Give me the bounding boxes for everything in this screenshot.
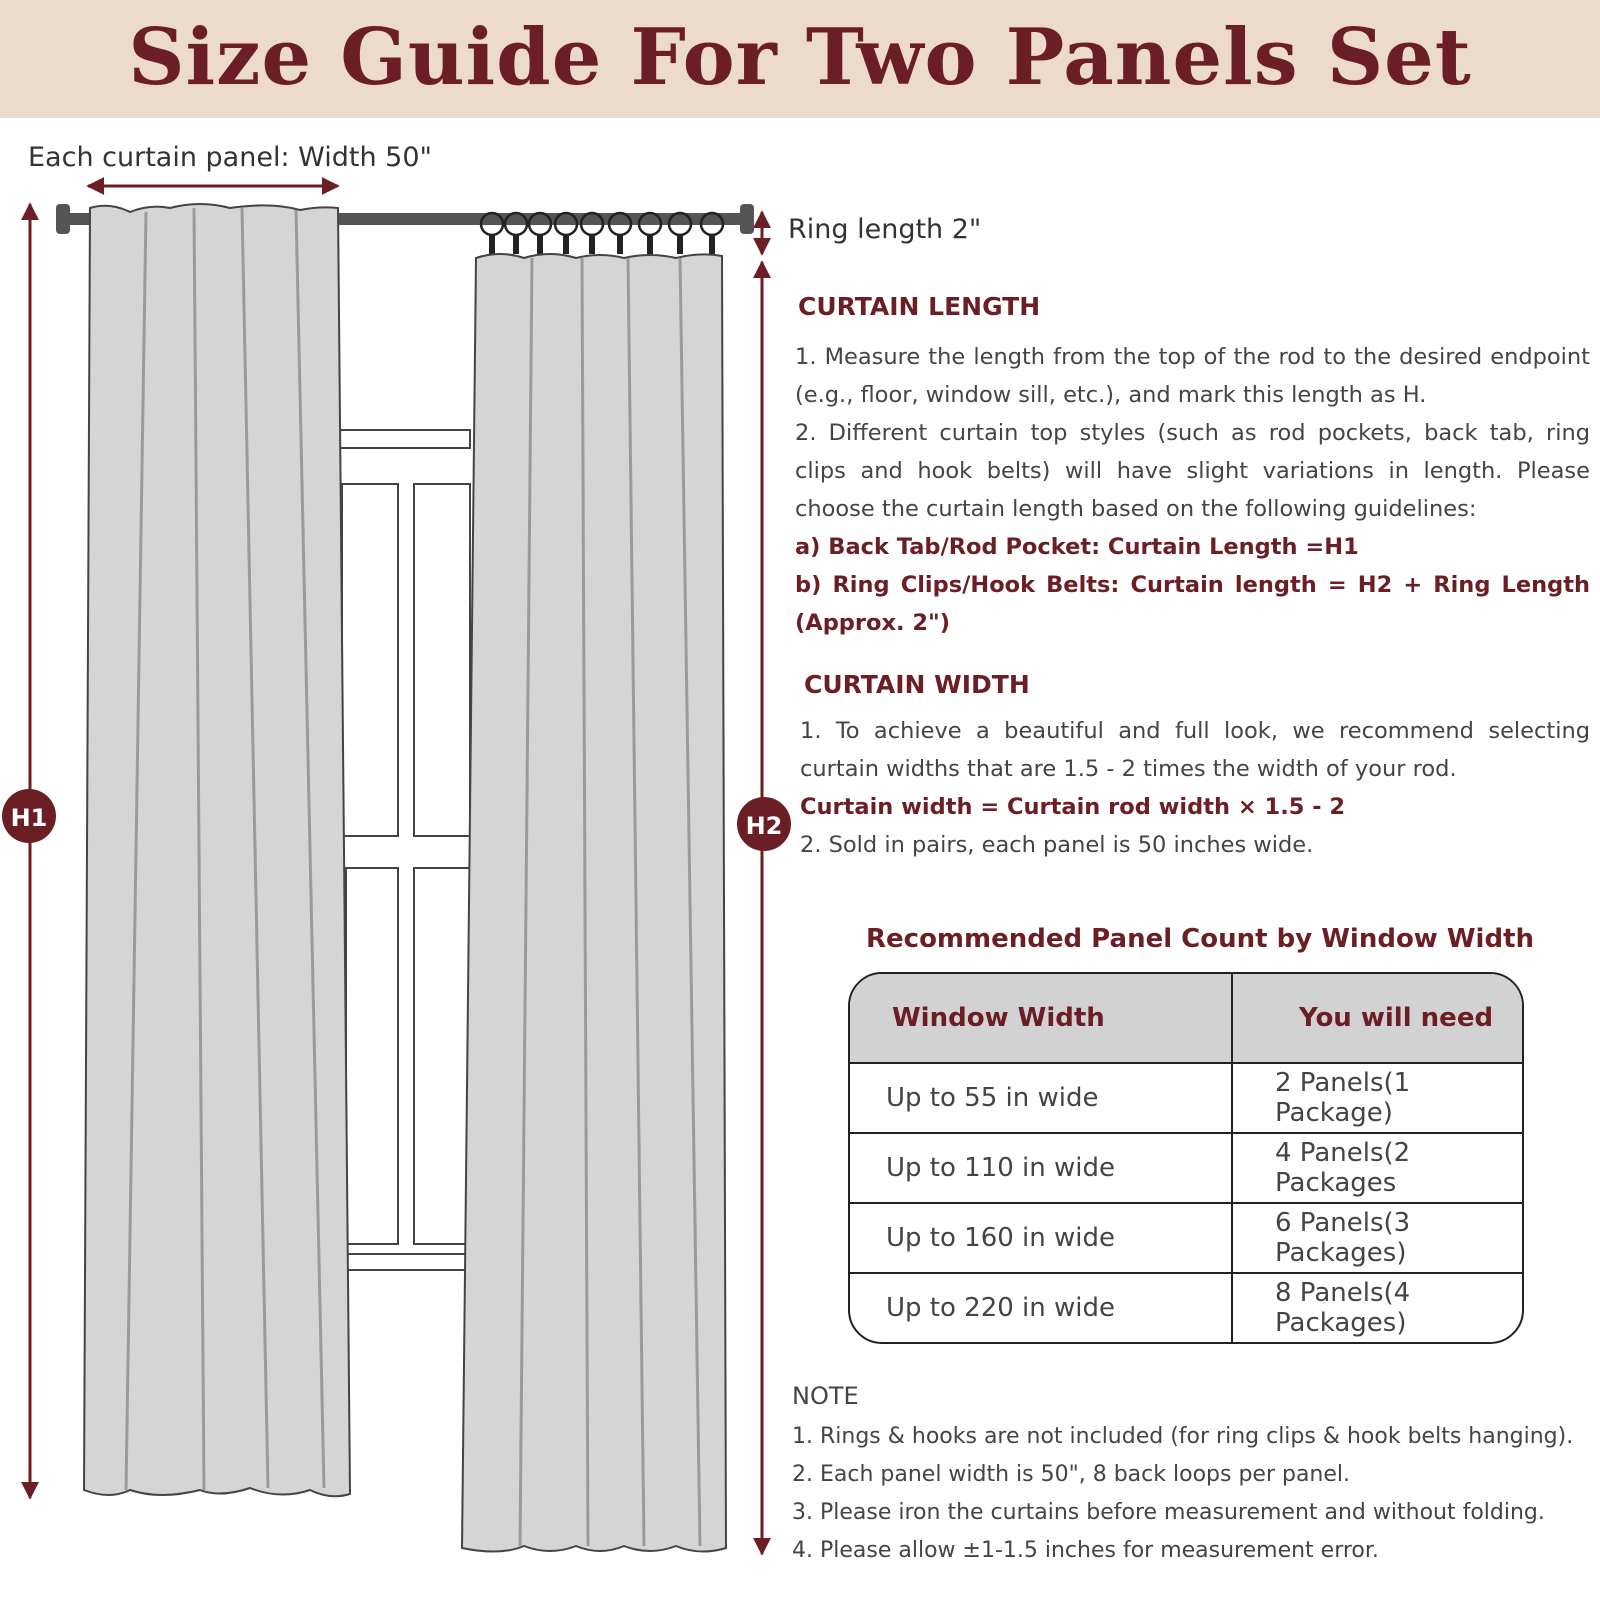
header-you-will-need: You will need [1232, 974, 1522, 1063]
window-width-cell: Up to 220 in wide [850, 1273, 1232, 1342]
right-curtain-panel [462, 254, 726, 1552]
note-heading: NOTE [792, 1382, 859, 1410]
curtain-length-line-3: 2. Different curtain top styles (such as rod pockets, back tab, ring [795, 420, 1590, 446]
panel-count-cell: 8 Panels(4 Packages) [1275, 1278, 1411, 1338]
header-window-width: Window Width [850, 974, 1232, 1063]
window-width-cell: Up to 110 in wide [850, 1133, 1232, 1203]
ring-length-label: Ring length 2" [788, 214, 982, 245]
h1-label: H1 [10, 804, 48, 832]
curtain-length-heading: CURTAIN LENGTH [798, 292, 1041, 321]
curtain-width-line-1: 1. To achieve a beautiful and full look, we recommend selecting [800, 718, 1590, 744]
curtain-diagram [0, 118, 800, 1600]
table-header-row [850, 974, 1522, 1063]
table-row [850, 1203, 1522, 1273]
panel-count-cell: 6 Panels(3 Packages) [1232, 1203, 1522, 1273]
note-list [792, 1418, 1573, 1570]
curtain-length-line-2: (e.g., floor, window sill, etc.), and mark this length as H. [795, 382, 1427, 408]
rule-back-tab: a) Back Tab/Rod Pocket: Curtain Length =H1 [795, 534, 1359, 560]
note-item-1: 1. Rings & hooks are not included (for ring clips & hook belts hanging). [792, 1424, 1574, 1449]
h2-label: H2 [745, 812, 783, 840]
note-item-4: 4. Please allow ±1-1.5 inches for measurement error. [792, 1538, 1379, 1563]
curtain-length-line-1: 1. Measure the length from the top of the rod to the desired endpoint [795, 344, 1590, 370]
table-title: Recommended Panel Count by Window Width [866, 924, 1535, 954]
panel-count-cell: 4 Panels(2 Packages [1232, 1133, 1522, 1203]
curtain-width-formula: Curtain width = Curtain rod width × 1.5 - 2 [800, 794, 1346, 820]
window-width-cell: Up to 55 in wide [850, 1063, 1232, 1133]
panel-width-label: Each curtain panel: Width 50" [28, 142, 432, 173]
table-row [850, 1133, 1522, 1203]
table-row [850, 1063, 1522, 1133]
note-item-3: 3. Please iron the curtains before measurement and without folding. [792, 1500, 1545, 1525]
curtain-width-line-3: 2. Sold in pairs, each panel is 50 inches wide. [800, 832, 1314, 858]
panel-count-table [848, 972, 1524, 1344]
table-row [850, 1273, 1522, 1342]
curtain-width-line-2: curtain widths that are 1.5 - 2 times the width of your rod. [800, 756, 1457, 782]
curtain-length-line-5: choose the curtain length based on the following guidelines: [795, 496, 1477, 522]
window-width-cell: Up to 160 in wide [850, 1203, 1232, 1273]
title-banner [0, 0, 1600, 118]
left-curtain-panel [84, 204, 350, 1496]
rule-ring-clips: b) Ring Clips/Hook Belts: Curtain length = H2 + Ring Length [795, 572, 1590, 598]
curtain-length-text [795, 338, 1590, 642]
panel-count-cell: 2 Panels(1 Package) [1232, 1063, 1522, 1133]
page-title: Size Guide For Two Panels Set [128, 12, 1472, 103]
window-frame [340, 430, 470, 1270]
curtain-width-heading: CURTAIN WIDTH [804, 670, 1030, 699]
curtain-length-line-4: clips and hook belts) will have slight variations in length. Please [795, 458, 1590, 484]
ring-clips [489, 236, 715, 254]
curtain-width-text [800, 712, 1590, 864]
note-item-2: 2. Each panel width is 50", 8 back loops per panel. [792, 1462, 1351, 1487]
rule-ring-clips-cont: (Approx. 2") [795, 610, 951, 636]
